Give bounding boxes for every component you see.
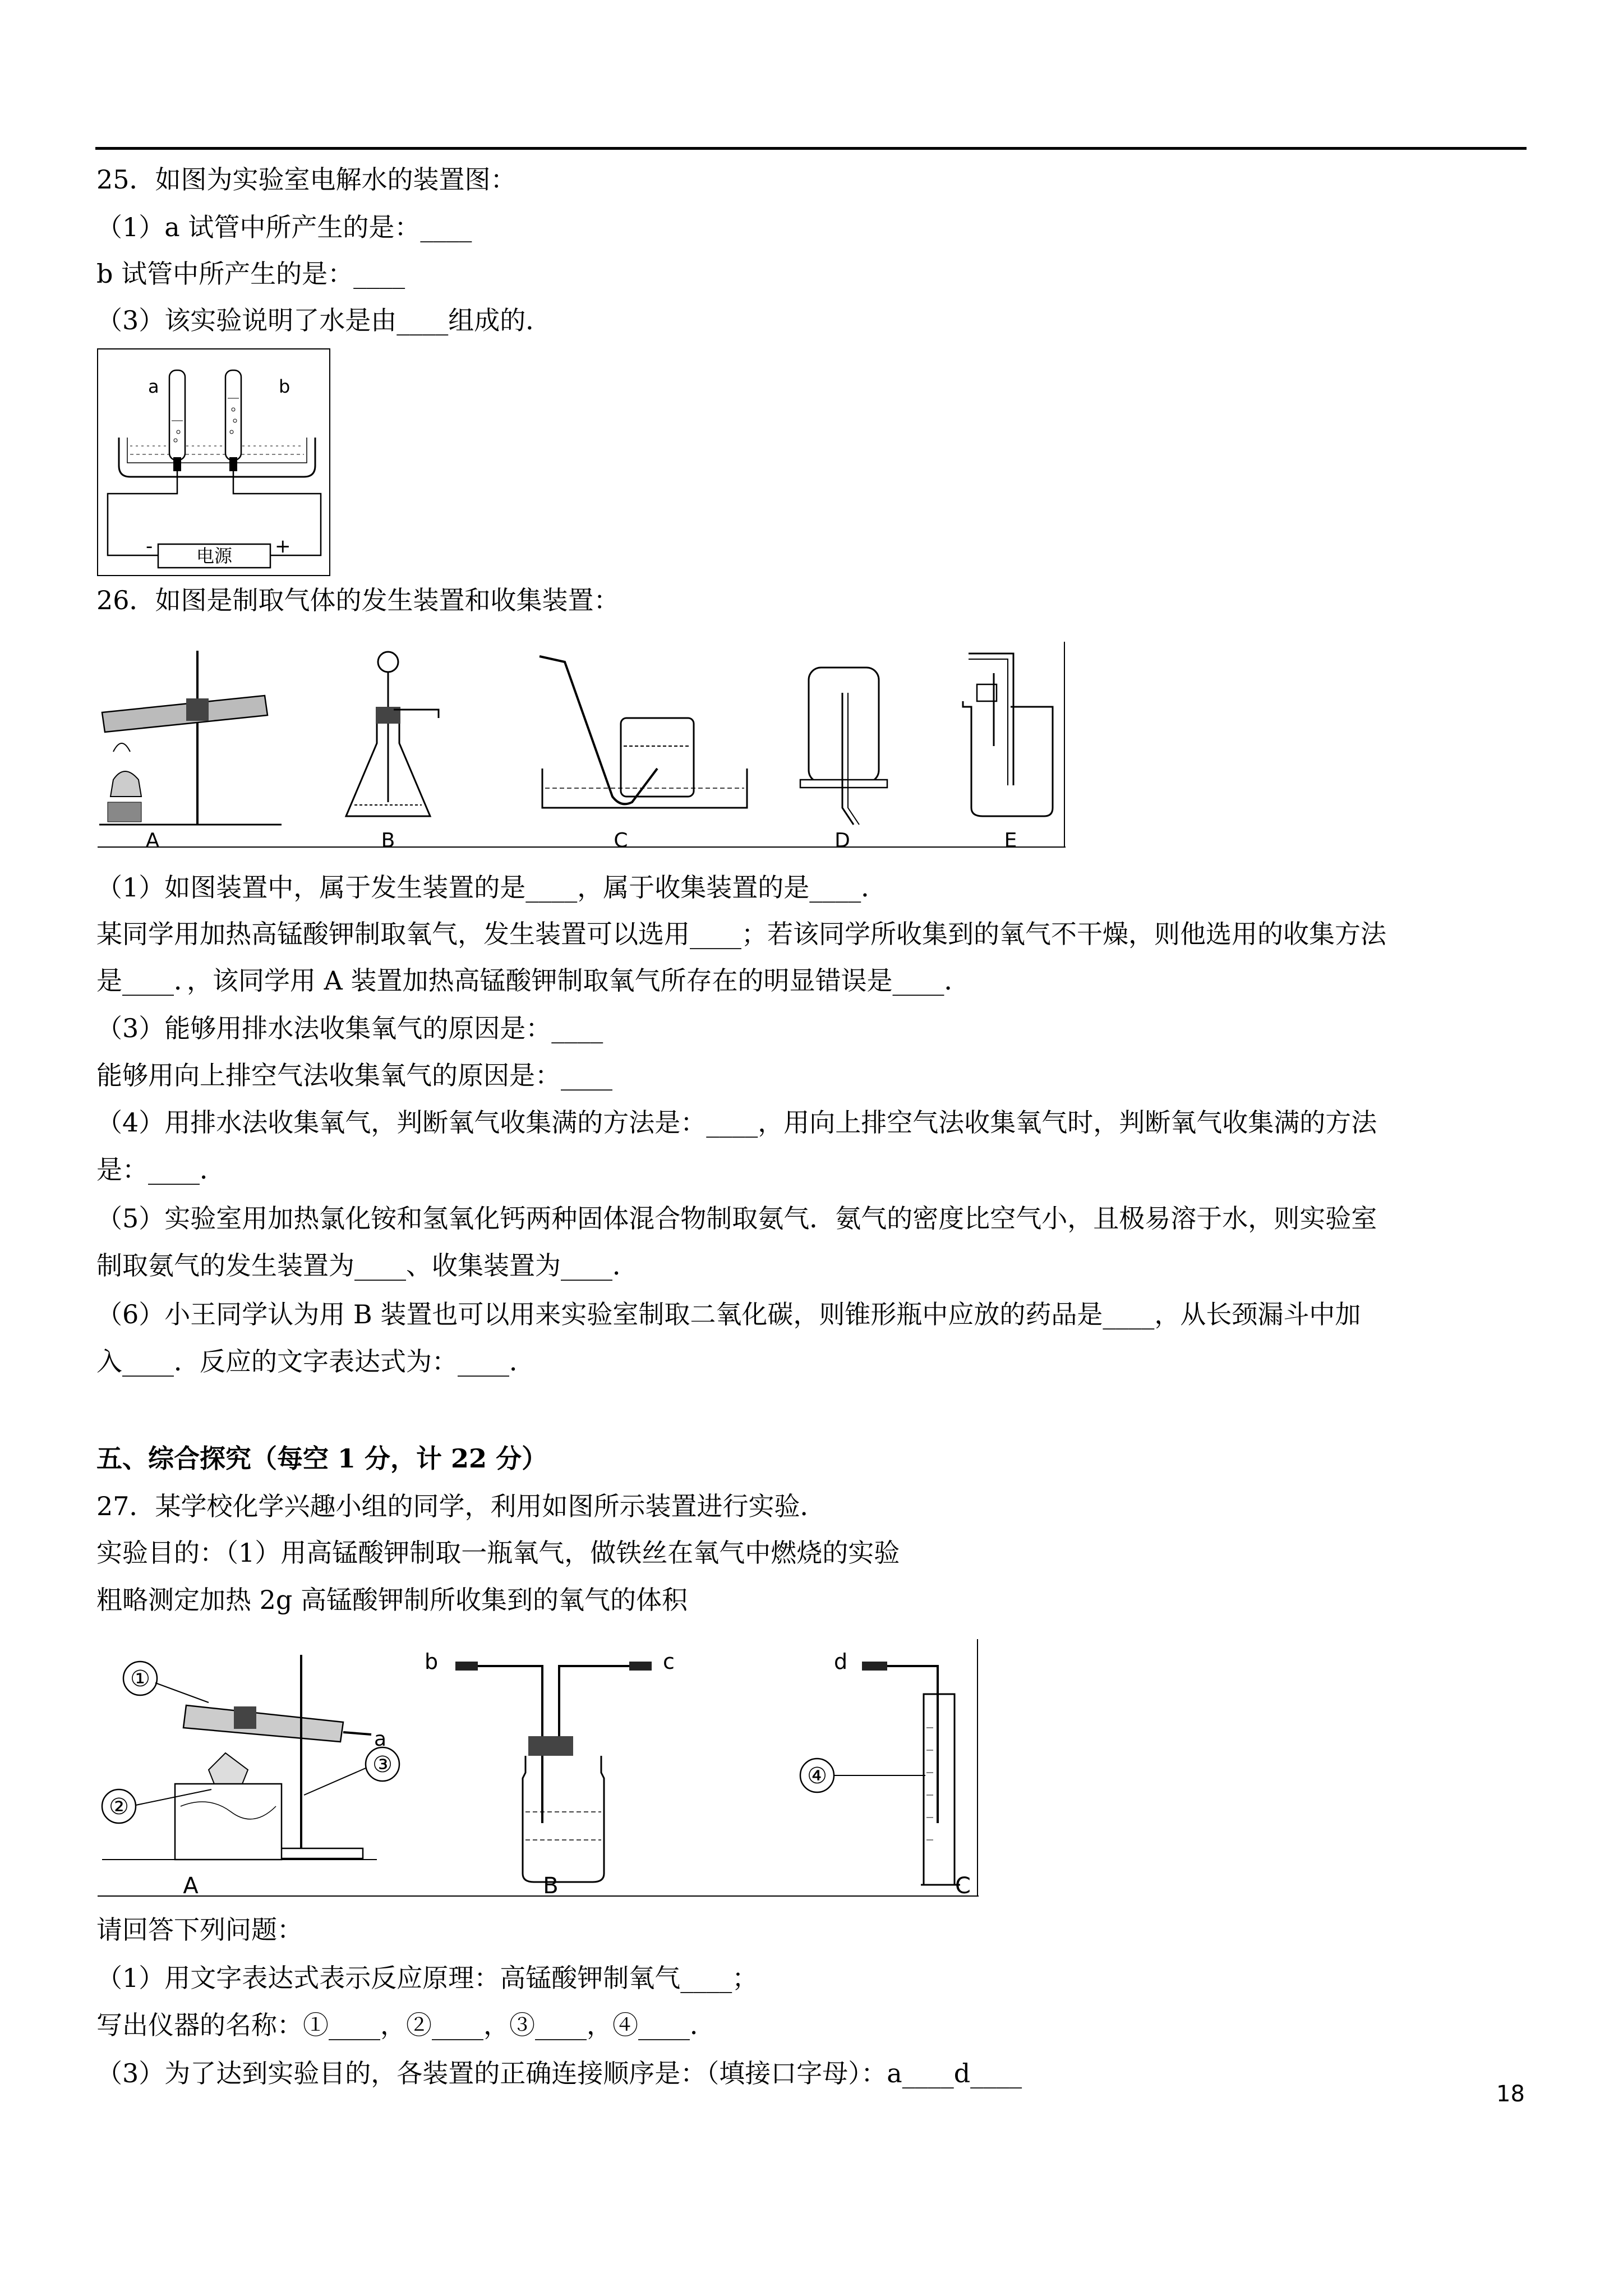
q26-line11: 入____．反应的文字表达式为：____． [96,1346,535,1377]
q27-title: 27．某学校化学兴趣小组的同学，利用如图所示装置进行实验． [96,1491,826,1521]
q27-label-B: B [543,1873,559,1899]
q27-line6: （3）为了达到实验目的，各装置的正确连接顺序是：（填接口字母）：a____d____ [96,2058,1022,2088]
q25-power-label: 电源 [196,545,233,567]
q27-port-b: b [425,1649,439,1674]
q26-line6: （4）用排水法收集氧气，判断氧气收集满的方法是：____，用向上排空气法收集氧气时，判断氧气收集满的方法 [96,1107,1377,1138]
q26-apparatus-C [540,656,747,808]
page-number: 18 [1496,2081,1525,2107]
q26-apparatus-B [346,652,439,816]
q27-line2: 粗略测定加热 2g 高锰酸钾制所收集到的氧气的体积 [96,1585,688,1615]
q26-apparatus-A [99,651,282,825]
q27-apparatus-A [102,1655,399,1860]
q26-line7: 是：____． [96,1154,225,1185]
q26-label-A: A [145,829,160,852]
q26-apparatus-figure [96,639,1067,853]
q26-line9: 制取氨气的发生装置为____、收集装置为____． [96,1250,638,1281]
q25-label-b: b [279,376,291,397]
q26-label-D: D [834,829,850,852]
q25-part3: （3）该实验说明了水是由____组成的． [96,305,552,335]
q27-label-A: A [183,1873,199,1899]
q26-line3: 是____．，该同学用 A 装置加热高锰酸钾制取氧气所存在的明显错误是____． [96,965,970,996]
q27-apparatus-B [425,1649,675,1882]
q27-line4: （1）用文字表达式表示反应原理：高锰酸钾制氧气____； [96,1963,758,1993]
q27-marker-2: ② [109,1794,129,1820]
q27-port-d: d [834,1649,848,1674]
q26-line5: 能够用向上排空气法收集氧气的原因是：____ [96,1060,612,1091]
q26-apparatus-E [963,654,1053,816]
q26-title: 26．如图是制取气体的发生装置和收集装置： [96,585,620,615]
q27-line5: 写出仪器的名称：①____，②____，③____，④____． [96,2010,716,2040]
q25-tube-a [169,370,185,460]
q26-line4: （3）能够用排水法收集氧气的原因是：____ [96,1013,603,1043]
q26-line1: （1）如图装置中，属于发生装置的是____，属于收集装置的是____． [96,872,887,903]
section5-heading: 五、综合探究（每空 1 分，计 22 分） [96,1443,548,1474]
q25-electrolysis-figure [96,348,332,578]
q26-label-B: B [381,829,395,852]
q25-figure-border [98,349,330,576]
q27-port-c: c [663,1649,675,1674]
q27-label-C: C [955,1873,971,1899]
q26-line2: 某同学用加热高锰酸钾制取氧气，发生装置可以选用____；若该同学所收集到的氧气不干燥，则他选用的收集方法 [96,919,1386,949]
q26-label-E: E [1004,829,1017,852]
q25-minus-sign: - [146,535,153,558]
q25-trough [119,438,315,477]
q27-marker-1: ① [130,1666,150,1692]
q26-label-C: C [614,829,628,852]
q25-plus-sign: + [275,535,291,558]
q27-line1: 实验目的：（1）用高锰酸钾制取一瓶氧气，做铁丝在氧气中燃烧的实验 [96,1538,900,1568]
q27-apparatus-C [800,1649,960,1885]
q25-part1: （1）a 试管中所产生的是：____ [96,212,472,242]
header-rule [95,147,1527,150]
q27-line3: 请回答下列问题： [96,1915,303,1945]
q25-label-a: a [148,376,159,397]
q26-line10: （6）小王同学认为用 B 装置也可以用来实验室制取二氧化碳，则锥形瓶中应放的药品是____，从长颈漏斗中加 [96,1299,1361,1329]
q27-apparatus-figure [96,1638,980,1902]
q25-tube-b [225,370,241,460]
q25-part2: b 试管中所产生的是：____ [96,259,405,289]
q25-title: 25．如图为实验室电解水的装置图： [96,164,517,195]
q26-apparatus-D [800,668,887,825]
q26-line8: （5）实验室用加热氯化铵和氢氧化钙两种固体混合物制取氨气．氨气的密度比空气小，且极易溶于水，则实验室 [96,1203,1377,1234]
q27-marker-3: ③ [372,1752,393,1778]
q27-port-a: a [374,1728,387,1751]
q27-marker-4: ④ [807,1763,827,1789]
